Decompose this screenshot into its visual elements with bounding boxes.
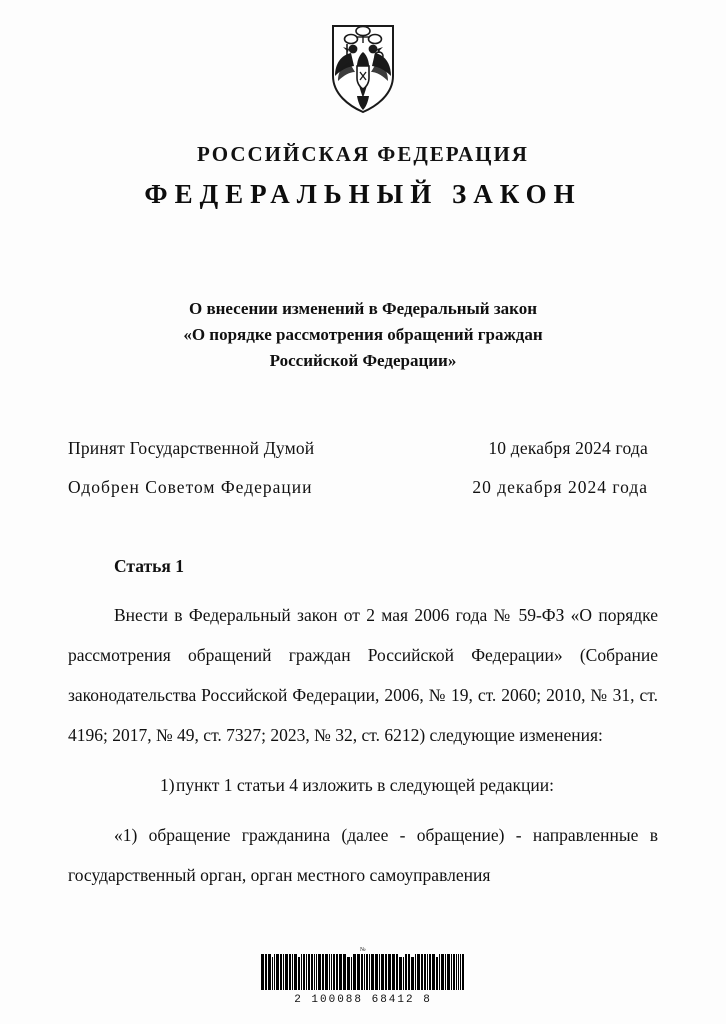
country-line: РОССИЙСКАЯ ФЕДЕРАЦИЯ (197, 142, 529, 166)
list-item (68, 765, 658, 805)
adoption-date-council: 20 декабря 2024 года (472, 477, 648, 497)
title-line-3: Российской Федерации» (269, 351, 457, 370)
list-item-number: 1) (160, 775, 175, 795)
barcode-image (261, 954, 465, 990)
adoption-date-duma: 10 декабря 2024 года (488, 438, 648, 458)
barcode-block (0, 947, 726, 1006)
adoption-label-council: Одобрен Советом Федерации (68, 477, 313, 497)
barcode-label: № (359, 947, 367, 953)
document-type-line: ФЕДЕРАЛЬНЫЙ ЗАКОН (144, 179, 582, 209)
russian-coat-of-arms-icon (327, 22, 399, 116)
list-item-text: пункт 1 статьи 4 изложить в следующей редакции: (176, 775, 554, 795)
intro-paragraph: Внести в Федеральный закон от 2 мая 2006 года № 59-ФЗ «О порядке рассмотрения обращений граждан Российской Федерации» (Собрание законодательства Российской Федерации, 2006, № 19, ст. 2060; 2010, № 31, ст. 4196; 2017, № 49, ст. 7327; 2023, № 32, ст. 6212) следующие изменения: (68, 605, 658, 745)
barcode-digits: 2 100088 68412 8 (294, 994, 432, 1006)
adoption-row-duma (68, 438, 658, 459)
emblem-container (68, 0, 658, 116)
adoption-row-council (68, 477, 658, 498)
adoption-label-duma: Принят Государственной Думой (68, 438, 315, 458)
quoted-paragraph: «1) обращение гражданина (далее - обращение) - направленные в государственный орган, орган местного самоуправления (68, 825, 658, 885)
title-line-2: «О порядке рассмотрения обращений граждан (183, 325, 543, 344)
title-line-1: О внесении изменений в Федеральный закон (188, 299, 538, 318)
document-title (68, 296, 658, 374)
adoption-block (68, 438, 658, 498)
article-heading: Статья 1 (114, 556, 184, 576)
